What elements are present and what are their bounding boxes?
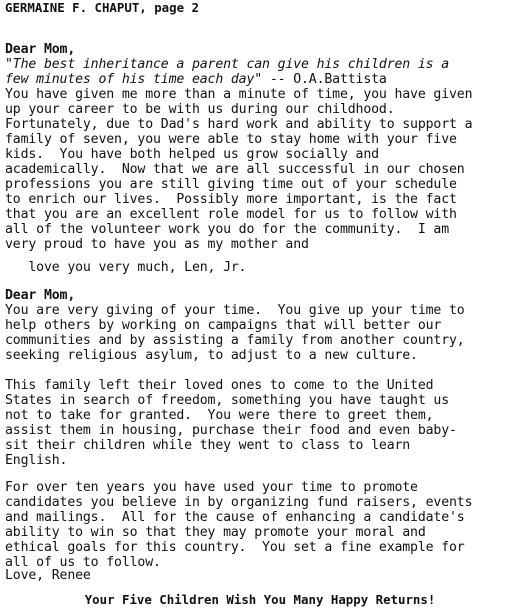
letter1-body-line: kids. You have both helped us grow socially and [5, 147, 379, 162]
letter2-para2-line: States in search of freedom, something you have taught us [5, 393, 450, 408]
letter1-body-line: Fortunately, due to Dad's hard work and ability to support a [5, 117, 473, 132]
quote-text: few minutes of his time each day" [5, 72, 263, 87]
letter2-para2-line: not to take for granted. You were there to greet them, [5, 408, 434, 423]
letter2-para2-line: English. [5, 453, 68, 468]
letter2-para3-line: and mailings. All for the cause of enhancing a candidate's [5, 510, 465, 525]
letter1-body-line: family of seven, you were able to stay home with your five [5, 132, 457, 147]
letter1-signoff: love you very much, Len, Jr. [5, 260, 247, 275]
letter1-greeting: Dear Mom, [5, 42, 76, 57]
letter2-signoff: Love, Renee [5, 568, 91, 583]
letter2-para1-line: help others by working on campaigns that will better our [5, 318, 442, 333]
letter1-quote-line1: "The best inheritance a parent can give his children is a [5, 57, 450, 72]
letter2-para2-line: This family left their loved ones to come to the United [5, 378, 434, 393]
letter2-para3-line: ability to win so that they may promote your moral and [5, 525, 426, 540]
letter1-body-line: very proud to have you as my mother and [5, 237, 309, 252]
letter2-para3-line: candidates you believe in by organizing fund raisers, events [5, 495, 473, 510]
letter1-body-line: professions you are still giving time out of your schedule [5, 177, 457, 192]
letter1-body-line: You have given me more than a minute of time, you have given [5, 87, 473, 102]
letter1-body-line: that you are an excellent role model for us to follow with [5, 207, 457, 222]
letter2-greeting: Dear Mom, [5, 288, 76, 303]
letter1-body-line: academically. Now that we are all successful in our chosen [5, 162, 465, 177]
letter2-para2-line: sit their children while they went to class to learn [5, 438, 411, 453]
page-header: GERMAINE F. CHAPUT, page 2 [5, 0, 199, 15]
letter2-para3-line: ethical goals for this country. You set a fine example for [5, 540, 465, 555]
closing-banner: Your Five Children Wish You Many Happy Returns! [84, 592, 436, 607]
letter2-para3-line: For over ten years you have used your time to promote [5, 480, 418, 495]
letter2-para1-line: communities and by assisting a family from another country, [5, 333, 465, 348]
letter1-body-line: to enrich our lives. Possibly more important, is the fact [5, 192, 457, 207]
letter2-para3-line: all of us to follow. [5, 555, 161, 570]
letter1-quote-line2 [5, 72, 387, 87]
quote-attribution: -- O.A.Battista [262, 72, 387, 87]
letter1-body-line: all of the volunteer work you do for the community. I am [5, 222, 450, 237]
letter2-para1-line: seeking religious asylum, to adjust to a new culture. [5, 348, 418, 363]
letter2-para1-line: You are very giving of your time. You give up your time to [5, 303, 465, 318]
letter2-para2-line: assist them in housing, purchase their food and even baby- [5, 423, 457, 438]
letter1-body-line: up your career to be with us during our childhood. [5, 102, 395, 117]
